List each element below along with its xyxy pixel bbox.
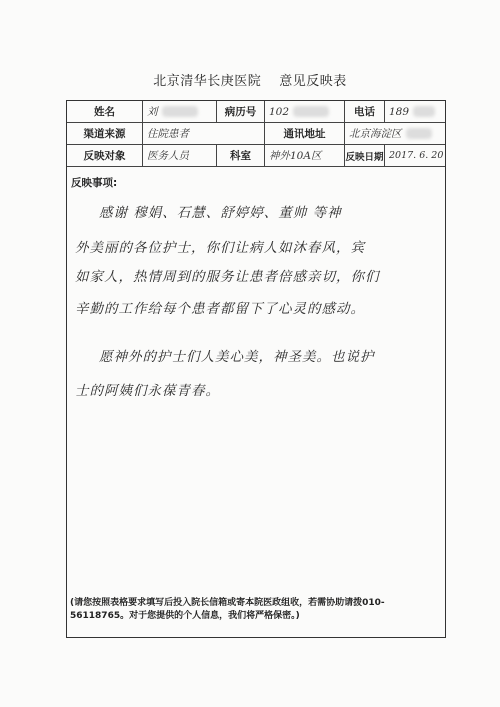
redacted-mark [406, 128, 432, 139]
feedback-line: 愿神外的护士们人美心美，神圣美。也说护 [99, 349, 375, 365]
info-row-1 [67, 101, 445, 123]
feedback-line: 感谢 穆娟、石慧、舒婷婷、董帅 等神 [99, 205, 342, 221]
footer-note: (请您按照表格要求填写后投入院长信箱或寄本院医政组收，若需协助请拨010-56118765。对于您提供的个人信息，我们将严格保密。) [70, 598, 385, 621]
address-label: 通讯地址 [265, 123, 345, 144]
feedback-line: 辛勤的工作给每个患者都留下了心灵的感动。 [75, 301, 365, 317]
phone-text: 189 [389, 105, 410, 118]
record-text: 102 [269, 105, 290, 118]
phone-value [385, 101, 445, 122]
date-label: 反映日期 [345, 145, 385, 166]
redacted-mark [293, 106, 329, 117]
dept-value: 神外10A区 [265, 145, 345, 166]
hospital-name: 北京清华长庚医院 [153, 74, 262, 89]
name-value [143, 101, 217, 122]
info-row-2 [67, 123, 445, 145]
feedback-form [66, 100, 446, 638]
name-label: 姓名 [67, 101, 143, 122]
channel-label: 渠道来源 [67, 123, 143, 144]
target-value: 医务人员 [143, 145, 217, 166]
date-value: 2017. 6. 20 [389, 150, 444, 161]
dept-label: 科室 [217, 145, 265, 166]
record-value [265, 101, 345, 122]
redacted-mark [413, 106, 435, 117]
feedback-line: 士的阿姨们永葆青春。 [75, 383, 220, 399]
address-value [345, 123, 445, 144]
feedback-label: 反映事项: [71, 177, 118, 189]
info-row-3 [67, 145, 445, 167]
form-title [0, 70, 500, 89]
feedback-line: 外美丽的各位护士，你们让病人如沐春风，宾 [75, 240, 365, 256]
redacted-mark [162, 106, 198, 117]
record-label: 病历号 [217, 101, 265, 122]
target-label: 反映对象 [67, 145, 143, 166]
address-text: 北京海淀区 [349, 128, 402, 140]
phone-label: 电话 [345, 101, 385, 122]
form-name: 意见反映表 [279, 74, 347, 89]
channel-value: 住院患者 [143, 123, 265, 144]
feedback-line: 如家人，热情周到的服务让患者倍感亲切，你们 [75, 269, 380, 285]
name-text: 刘 [147, 106, 158, 118]
